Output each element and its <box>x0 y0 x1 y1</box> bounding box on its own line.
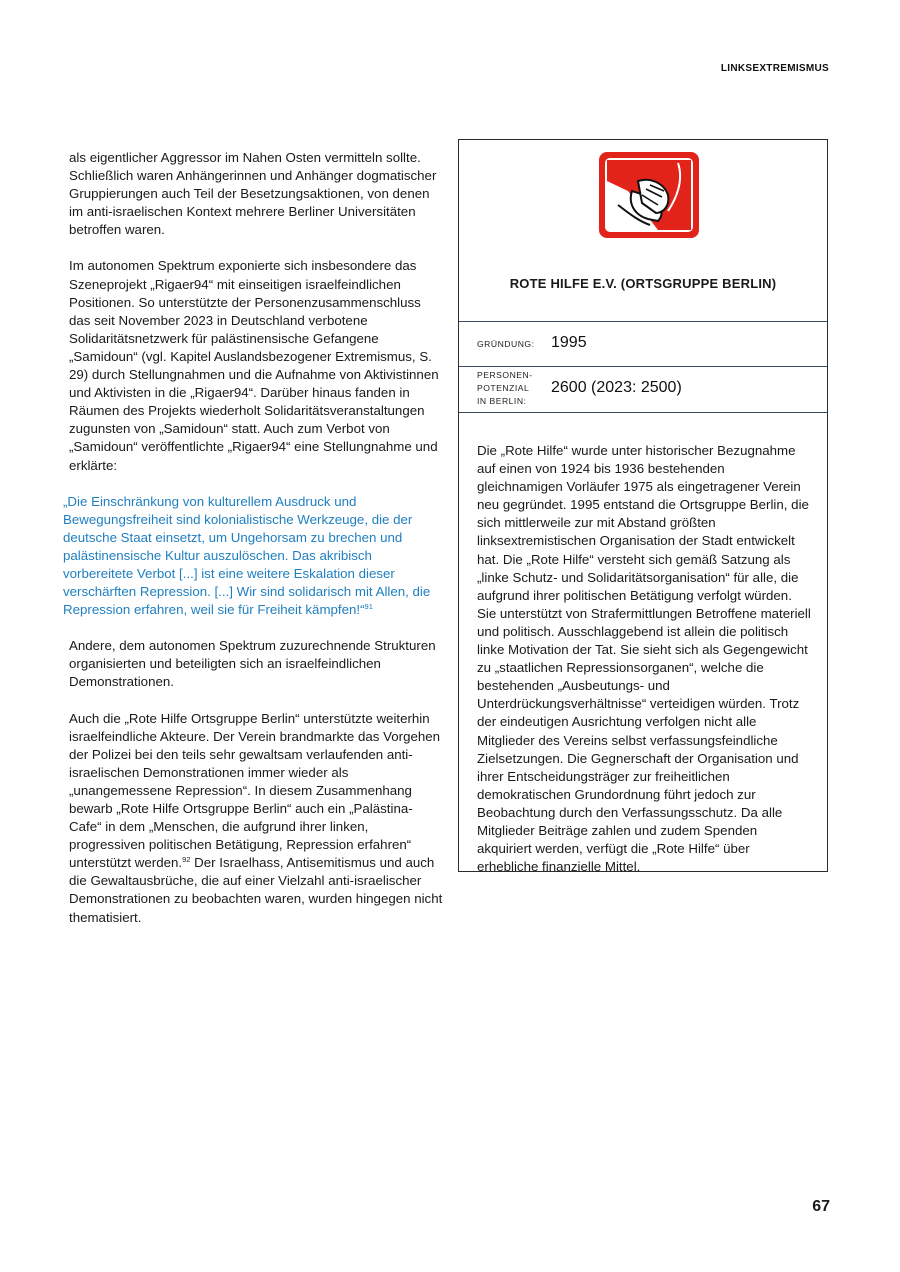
potential-label-line: IN BERLIN: <box>477 396 527 406</box>
potential-label <box>477 369 533 408</box>
rote-hilfe-logo-icon <box>598 151 700 239</box>
potential-label-line: PERSONEN- <box>477 370 533 380</box>
divider <box>459 412 827 413</box>
divider <box>459 366 827 367</box>
footnote-ref[interactable]: 92 <box>182 855 191 865</box>
divider <box>459 321 827 322</box>
paragraph: als eigentlicher Aggressor im Nahen Osten vermitteln sollte. Schließlich waren Anhängerinnen und Anhänger dogmatischer Gruppierungen auch Teil der Besetzungsaktionen, von denen im anti-israelischen Kontext mehrere Berliner Universitäten betroffen waren. <box>69 150 437 238</box>
founding-value: 1995 <box>551 334 587 351</box>
main-text-column <box>63 149 445 945</box>
potential-label-line: POTENZIAL <box>477 383 530 393</box>
paragraph-text: Auch die „Rote Hilfe Ortsgruppe Berlin“ unterstützte weiterhin israelfeindliche Akteure. Der Verein brandmarkte das Vorgehen der Polizei bei den teils sehr gewaltsam verlaufenden anti-israelischen Demonstrationen immer wieder als „unangemessene Repression“. In diesem Zusammenhang bewarb „Rote Hilfe Ortsgruppe Berlin“ auch ein „Palästina-Cafe“ in dem „Menschen, die aufgrund ihrer linken, progressiven politischen Betätigung, Repression erfahren“ unterstützt werden. <box>69 710 441 871</box>
organization-description: Die „Rote Hilfe“ wurde unter historischer Bezugnahme auf einen von 1924 bis 1936 bestehenden gleichnamigen Vorläufer 1975 als eingetragener Verein neu gegründet. 1995 entstand die Ortsgruppe Berlin, die sich mittlerweile zur mit Abstand größten linksextremistischen Organisation der Stadt entwickelt hat. Die „Rote Hilfe“ versteht sich gemäß Satzung als „linke Schutz- und Solidaritätsorganisation“ für alle, die aufgrund ihrer politischen Betätigung verfolgt würden. Sie unterstützt von Strafermittlungen Betroffene materiell und politisch. Ausschlaggebend ist allein die politisch linke Motivation der Tat. Sie sieht sich als Gegengewicht zu „staatlichen Repressionsorganen“, welche die bestehenden „Ausbeutungs- und Unterdrückungsverhältnisse“ verteidigen würden. Trotz der eindeutigen Ausrichtung verfolgen nicht alle Mitglieder des Vereins selbst verfassungsfeindliche Zielsetzungen. Die Gegnerschaft der Organisation und ihrer Entscheidungsträger zur freiheitlichen demokratischen Grundordnung führt jedoch zur Beobachtung durch den Verfassungsschutz. Da alle Mitglieder Beiträge zahlen und zudem Spenden akquiriert werden, verfügt die „Rote Hilfe“ über erhebliche finanzielle Mittel. <box>477 443 811 875</box>
section-header: LINKSEXTREMISMUS <box>720 63 829 74</box>
footnote-ref[interactable]: 91 <box>364 602 373 612</box>
founding-label: GRÜNDUNG: <box>477 339 535 349</box>
organization-info-box <box>458 139 828 875</box>
potential-value: 2600 (2023: 2500) <box>551 379 682 396</box>
paragraph: Im autonomen Spektrum exponierte sich insbesondere das Szeneprojekt „Rigaer94“ mit einseitigen israelfeindlichen Positionen. So unterstützte der Personenzusammenschluss das seit November 2023 in Deutschland verbotene Solidaritätsnetzwerk für palästinensische Gefangene „Samidoun“ (vgl. Kapitel Auslandsbezogener Extremismus, S. 29) durch Stellungnahmen und die Aufnahme von Aktivistinnen und Aktivisten in die „Rigaer94“. Darüber hinaus fanden in Räumen des Projekts wiederholt Solidaritätsveranstaltungen zugunsten von „Samidoun“ statt. Auch zum Verbot von „Samidoun“ veröffentlichte „Rigaer94“ eine Stellungnahme und erklärte: <box>69 258 439 473</box>
page-number: 67 <box>812 1198 830 1215</box>
paragraph-text: Der Israelhass, Antisemitismus und auch die Gewaltausbrüche, die auf einer Vielzahl anti-israelischer Demonstrationen zu beobachten waren, wurden hingegen nicht thematisiert. <box>69 855 443 925</box>
organization-name: ROTE HILFE E.V. (ORTSGRUPPE BERLIN) <box>509 276 777 291</box>
paragraph: Andere, dem autonomen Spektrum zuzurechnende Strukturen organisierten und beteiligten sich an israelfeindlichen Demonstrationen. <box>69 638 436 690</box>
quote-text: „Die Einschränkung von kulturellem Ausdruck und Bewegungsfreiheit sind kolonialistische Werkzeuge, die der deutsche Staat einsetzt, um Ungehorsam zu brechen und palästinensische Kultur auszulöschen. Das akribisch vorbereitete Verbot [...] ist eine weitere Eskalation dieser verschärften Repression. [...] Wir sind solidarisch mit Allen, die Repression erfahren, weil sie für Freiheit kämpfen!“ <box>63 493 431 618</box>
block-quote <box>63 493 445 620</box>
paragraph <box>69 710 445 927</box>
